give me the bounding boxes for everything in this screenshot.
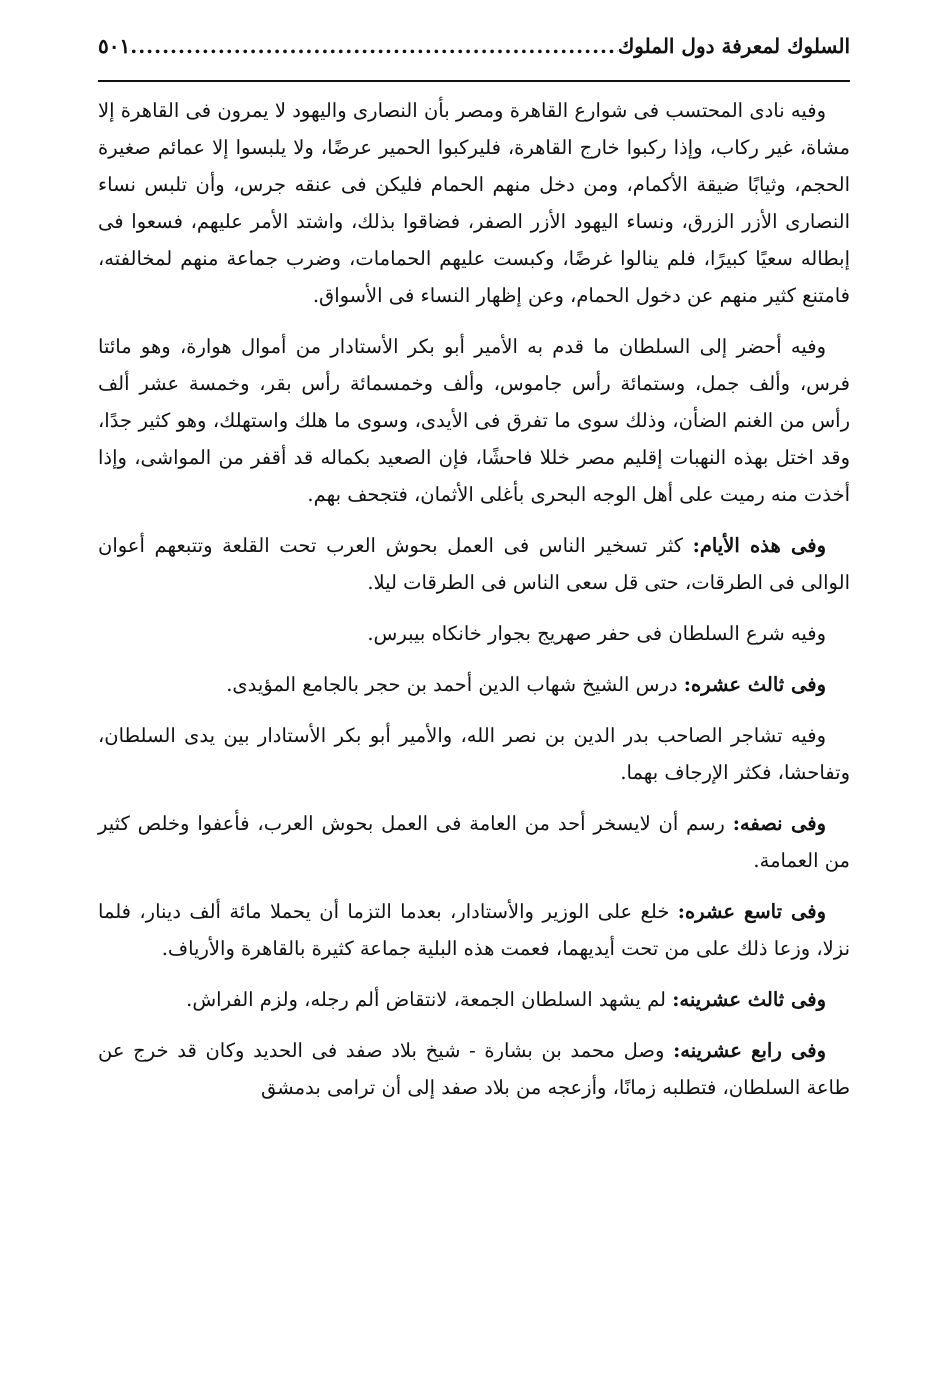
book-page xyxy=(98,34,850,1120)
paragraph: وفيه أحضر إلى السلطان ما قدم به الأمير أبو بكر الأستادار من أموال هوارة، وهو مائتا فرس، وألف جمل، وستمائة رأس جاموس، وألف وخمسمائة رأس بقر، وخمسة عشر ألف رأس من الغنم الضأن، وذلك سوى ما تفرق فى الأيدى، وسوى ما هلك واستهلك، وهو كثير جدًا، وقد اختل بهذه النهبات إقليم مصر خللا فاحشًا، فإن الصعيد بكماله قد أقفر من المواشى، وإذا أخذت منه رميت على أهل الوجه البحرى بأغلى الأثمان، فتجحف بهم. xyxy=(98,335,850,506)
page-number: ٥٠١ xyxy=(98,34,131,58)
running-header xyxy=(98,34,850,82)
paragraph: وفيه نادى المحتسب فى شوارع القاهرة ومصر بأن النصارى واليهود لا يمرون فى القاهرة إلا مشاة، غير ركاب، وإذا ركبوا خارج القاهرة، فليركبوا الحمير عرضًا، ولا يلبسوا إلا عمائم صغيرة الحجم، وثيابًا ضيقة الأكمام، ومن دخل منهم الحمام فليكن فى عنقه جرس، وأن تلبس نساء النصارى الأزر الزرق، ونساء اليهود الأزر الصفر، فضاقوا بذلك، واشتد الأمر عليهم، فسعوا فى إبطاله سعيًا كبيرًا، فلم ينالوا غرضًا، وكبست عليهم الحمامات، وضرب جماعة منهم لمخالفته، فامتنع كثير منهم عن دخول الحمام، وعن إظهار النساء فى الأسواق. xyxy=(98,99,850,307)
paragraph: وفى هذه الأيام: كثر تسخير الناس فى العمل بحوش العرب تحت القلعة وتتبعهم أعوان الوالى فى الطرقات، حتى قل سعى الناس فى الطرقات ليلا. xyxy=(98,534,850,594)
paragraph: وفى رابع عشرينه: وصل محمد بن بشارة - شيخ بلاد صفد فى الحديد وكان قد خرج عن طاعة السلطان، فتطلبه زمانًا، وأزعجه من بلاد صفد إلى أن ترامى بدمشق xyxy=(98,1039,850,1099)
paragraph: وفى ثالث عشره: درس الشيخ شهاب الدين أحمد بن حجر بالجامع المؤيدى. xyxy=(226,673,826,696)
paragraph: وفيه شرع السلطان فى حفر صهريج بجوار خانكاه بيبرس. xyxy=(367,622,826,645)
paragraph: وفى ثالث عشرينه: لم يشهد السلطان الجمعة، لانتقاض ألم رجله، ولزم الفراش. xyxy=(186,988,826,1011)
paragraph: وفيه تشاجر الصاحب بدر الدين بن نصر الله، والأمير أبو بكر الأستادار بين يدى السلطان، وتفاحشا، فكثر الإرجاف بهما. xyxy=(98,724,850,784)
paragraph-lead: وفى نصفه: xyxy=(732,812,827,835)
paragraph: وفى نصفه: رسم أن لايسخر أحد من العامة فى العمل بحوش العرب، فأعفوا وخلص كثير من العمامة. xyxy=(98,812,850,872)
header-leader-dots xyxy=(130,34,618,58)
paragraph-lead: وفى تاسع عشره: xyxy=(677,900,826,923)
paragraph-lead: وفى هذه الأيام: xyxy=(692,534,827,557)
paragraph-lead: وفى رابع عشرينه: xyxy=(673,1039,827,1062)
paragraph: وفى تاسع عشره: خلع على الوزير والأستادار، بعدما التزما أن يحملا مائة ألف دينار، فلما نزلا، وزعا ذلك على من تحت أيديهما، فعمت هذه البلية جماعة كثيرة بالقاهرة والأرياف. xyxy=(98,900,850,960)
running-title: السلوك لمعرفة دول الملوك xyxy=(617,34,850,58)
paragraph-lead: وفى ثالث عشره: xyxy=(683,673,826,696)
paragraph-lead: وفى ثالث عشرينه: xyxy=(672,988,826,1011)
